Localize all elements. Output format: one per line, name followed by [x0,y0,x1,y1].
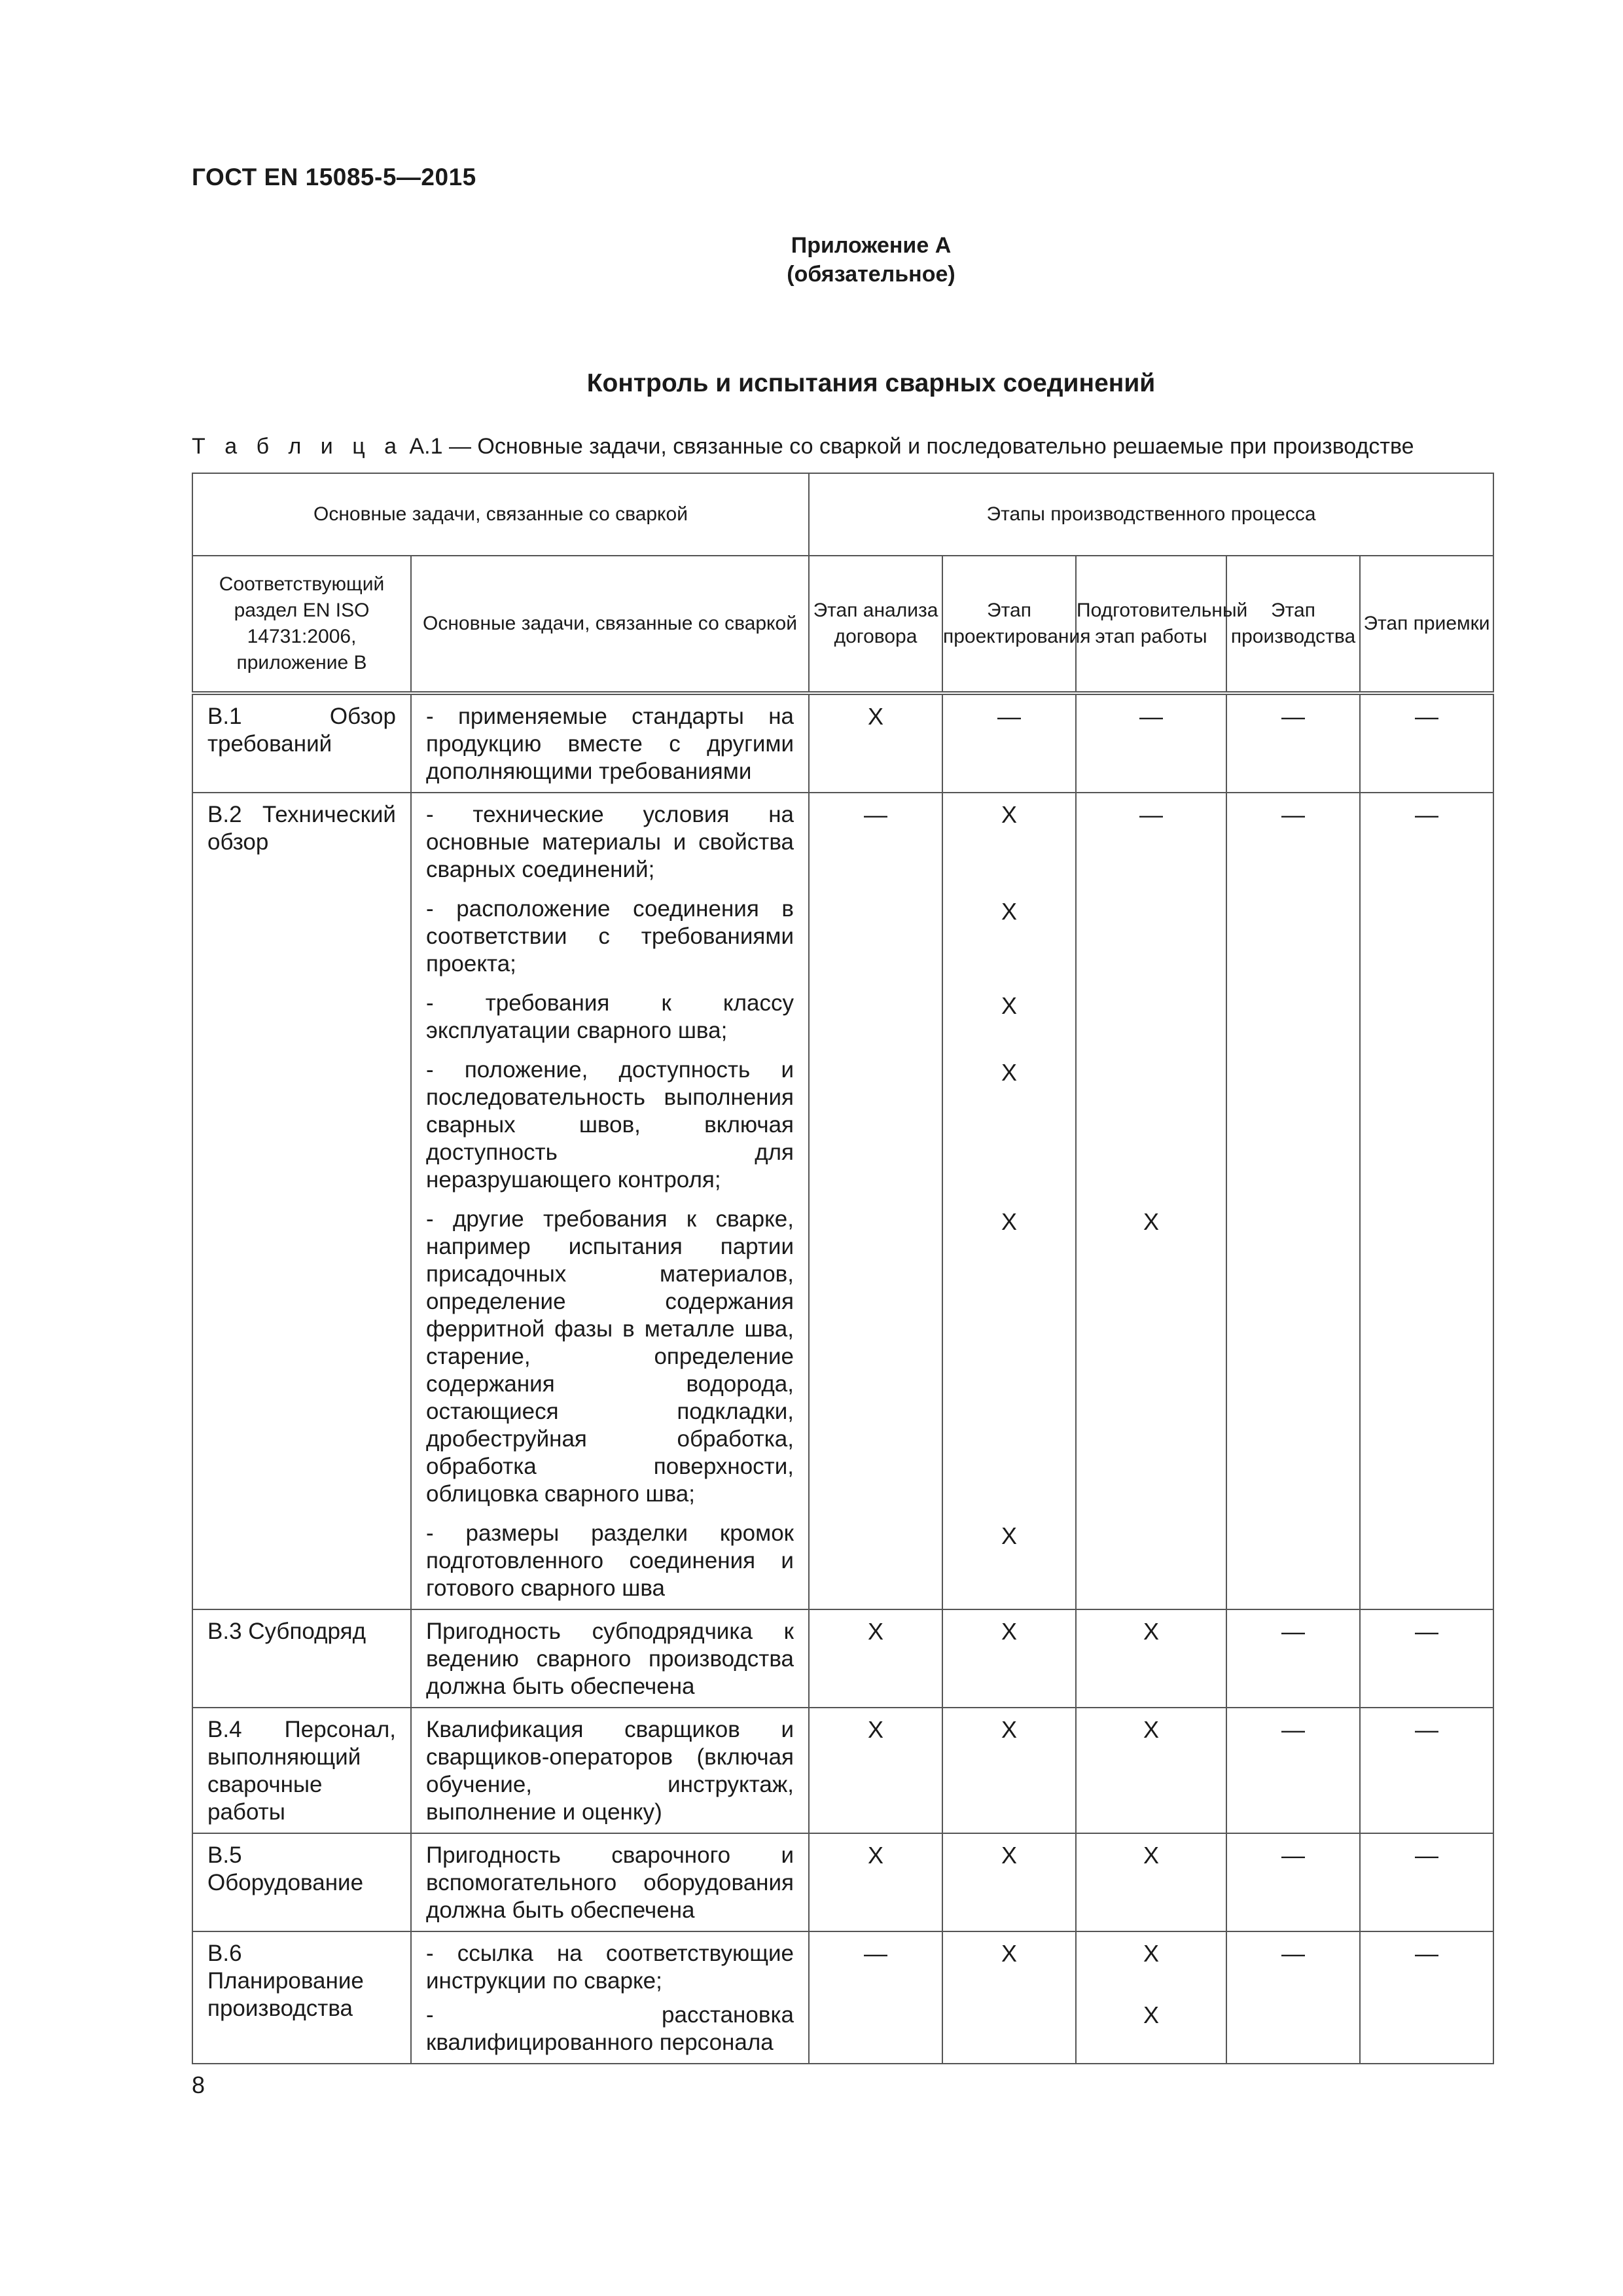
mark-preparation [1076,793,1226,1609]
mark-contract: X [809,1609,942,1708]
task-item: - размеры разделки кромок подготовленного соединения и готового сварного шва [426,1520,794,1601]
table-row [192,1609,1493,1708]
tasks-table [192,473,1494,2064]
row-section: В.4 Персонал, выполняющий сварочные работы [192,1708,411,1833]
group-header-stages: Этапы производственного процесса [809,473,1493,556]
mark-item: X [1001,1208,1017,1235]
mark-item: — [1139,801,1163,828]
column-header-design: Этап проектирования [942,556,1076,693]
task-item: - требования к классу эксплуатации сварного шва; [426,990,794,1043]
mark-acceptance: — [1360,1931,1493,2064]
mark-item: X [1143,2001,1159,2028]
group-header-tasks: Основные задачи, связанные со сваркой [192,473,809,556]
mark-item: X [1143,1940,1159,1967]
row-section: В.3 Субподряд [192,1609,411,1708]
mark-item [1077,1515,1226,1609]
task-item: - расстановка квалифицированного персонала [426,2002,794,2055]
mark-production: — [1226,1708,1360,1833]
table-row [192,1833,1493,1931]
row-tasks [411,793,809,1609]
mark-design: X [942,1609,1076,1708]
table-row [192,793,1493,1609]
row-section: В.1 Обзор требований [192,693,411,793]
column-header-tasks: Основные задачи, связанные со сваркой [411,556,809,693]
row-tasks [411,1609,809,1708]
mark-contract: — [809,793,942,1609]
mark-item [1077,1051,1226,1200]
mark-item: X [1001,898,1017,925]
task-item: Пригодность субподрядчика к ведению сварного производства должна быть обеспечена [426,1619,794,1699]
row-tasks [411,1708,809,1833]
mark-preparation: X [1076,1609,1226,1708]
table-row [192,693,1493,793]
mark-design: X [942,1708,1076,1833]
task-item: - положение, доступность и последовательность выполнения сварных швов, включая доступность для неразрушающего контроля; [426,1057,794,1193]
mark-item [1077,890,1226,984]
mark-acceptance: — [1360,1833,1493,1931]
standard-code: ГОСТ EN 15085-5—2015 [192,164,476,190]
mark-design: X [942,1833,1076,1931]
section-title: Контроль и испытания сварных соединений [586,369,1156,397]
table-caption [192,434,1414,459]
mark-production: — [1226,1931,1360,2064]
mark-item: X [1001,1059,1017,1086]
page-number: 8 [192,2072,205,2098]
task-item: Пригодность сварочного и вспомогательного оборудования должна быть обеспечена [426,1842,794,1923]
task-item: - ссылка на соответствующие инструкции по сварке; [426,1941,794,1994]
mark-production: — [1226,1609,1360,1708]
mark-preparation: X [1076,1833,1226,1931]
mark-item: X [1001,801,1017,828]
row-tasks [411,693,809,793]
task-item: - технические условия на основные материалы и свойства сварных соединений; [426,802,794,882]
mark-preparation: X [1076,1708,1226,1833]
mark-preparation [1076,1931,1226,2064]
table-label: Т а б л и ц а [192,434,404,459]
mark-production: — [1226,693,1360,793]
row-section: В.5 Оборудование [192,1833,411,1931]
row-tasks [411,1833,809,1931]
mark-acceptance: — [1360,693,1493,793]
task-item: - другие требования к сварке, например испытания партии присадочных материалов, определение содержания ферритной фазы в металле шва, старение, определение содержания водорода, остающиеся подкладки, дробеструйная обработка, обработка поверхности, облицовка сварного шва; [426,1206,794,1507]
mark-item: X [1143,1208,1159,1235]
table-row [192,1931,1493,2064]
mark-contract: X [809,1833,942,1931]
appendix-status: (обязательное) [787,262,955,287]
table-caption-text: А.1 — Основные задачи, связанные со сваркой и последовательно решаемые при производстве [409,434,1414,459]
appendix-title: Приложение А [791,233,952,258]
mark-production: — [1226,793,1360,1609]
column-header-preparation: Подготовительный этап работы [1076,556,1226,693]
mark-item: X [1001,992,1017,1019]
mark-preparation: — [1076,693,1226,793]
mark-design: X [942,1931,1076,2064]
mark-design: — [942,693,1076,793]
mark-contract: X [809,1708,942,1833]
column-header-contract: Этап анализа договора [809,556,942,693]
mark-contract: — [809,1931,942,2064]
mark-production: — [1226,1833,1360,1931]
mark-design [942,793,1076,1609]
row-section: В.6 Планирование производства [192,1931,411,2064]
mark-acceptance: — [1360,1609,1493,1708]
mark-item [1077,984,1226,1051]
task-item: - расположение соединения в соответствии с требованиями проекта; [426,896,794,977]
mark-contract: X [809,693,942,793]
column-header-production: Этап производства [1226,556,1360,693]
table-row [192,1708,1493,1833]
task-item: - применяемые стандарты на продукцию вместе с другими дополняющими требованиями [426,704,794,784]
column-header-acceptance: Этап приемки [1360,556,1493,693]
mark-acceptance: — [1360,1708,1493,1833]
row-tasks [411,1931,809,2064]
mark-acceptance: — [1360,793,1493,1609]
column-header-section: Соответствующий раздел EN ISO 14731:2006, приложение В [192,556,411,693]
row-section: В.2 Технический обзор [192,793,411,1609]
task-item: Квалификация сварщиков и сварщиков-операторов (включая обучение, инструктаж, выполнение и оценку) [426,1717,794,1825]
mark-item: X [1001,1522,1017,1549]
